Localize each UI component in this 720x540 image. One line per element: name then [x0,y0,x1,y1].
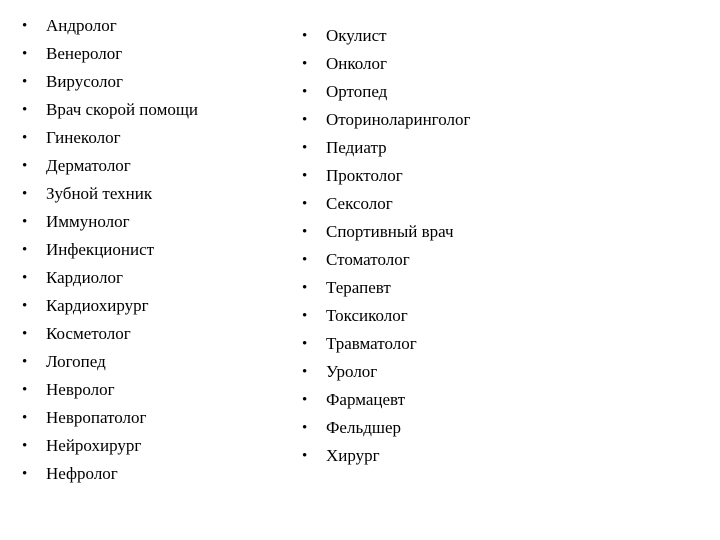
list-item [22,264,198,292]
list-item-label: Нефролог [46,464,118,483]
bullet-icon: • [302,168,308,184]
list-item-label: Хирург [326,446,380,465]
list-item-label: Нейрохирург [46,436,142,455]
bullet-icon: • [22,326,28,342]
list-item-label: Токсиколог [326,306,408,325]
bullet-icon: • [302,224,308,240]
bullet-icon: • [302,56,308,72]
bullet-icon: • [302,196,308,212]
list-item-label: Зубной техник [46,184,153,203]
list-item [22,432,198,460]
bullet-icon: • [302,84,308,100]
list-item-label: Невролог [46,380,115,399]
list-item [302,134,470,162]
list-item-label: Педиатр [326,138,387,157]
left-specialty-list [22,12,198,488]
list-item-label: Иммунолог [46,212,130,231]
bullet-icon: • [302,140,308,156]
bullet-icon: • [22,354,28,370]
list-item-label: Проктолог [326,166,403,185]
bullet-icon: • [22,466,28,482]
bullet-icon: • [22,410,28,426]
list-item-label: Косметолог [46,324,131,343]
list-item [22,96,198,124]
bullet-icon: • [22,46,28,62]
list-item-label: Кардиохирург [46,296,149,315]
list-item-label: Кардиолог [46,268,123,287]
bullet-icon: • [22,186,28,202]
list-item [22,376,198,404]
list-item [302,330,470,358]
list-item-label: Вирусолог [46,72,123,91]
list-item-label: Фармацевт [326,390,406,409]
bullet-icon: • [302,392,308,408]
list-item-label: Окулист [326,26,387,45]
list-item-label: Фельдшер [326,418,401,437]
bullet-icon: • [302,112,308,128]
list-item-label: Спортивный врач [326,222,454,241]
bullet-icon: • [302,308,308,324]
list-item-label: Уролог [326,362,378,381]
list-item-label: Инфекционист [46,240,155,259]
list-item-label: Венеролог [46,44,123,63]
list-item [22,404,198,432]
bullet-icon: • [22,18,28,34]
list-item [302,414,470,442]
list-item [22,40,198,68]
bullet-icon: • [302,420,308,436]
right-specialty-list [302,22,470,470]
list-item [302,302,470,330]
bullet-icon: • [22,242,28,258]
list-item [22,124,198,152]
list-item [22,460,198,488]
bullet-icon: • [22,130,28,146]
bullet-icon: • [22,158,28,174]
bullet-icon: • [22,298,28,314]
bullet-icon: • [302,336,308,352]
list-item [302,50,470,78]
list-item [22,208,198,236]
list-item [22,180,198,208]
bullet-icon: • [302,28,308,44]
bullet-icon: • [22,214,28,230]
list-item [22,236,198,264]
list-item-label: Ортопед [326,82,388,101]
list-item [302,442,470,470]
list-item [302,274,470,302]
bullet-icon: • [22,382,28,398]
list-item-label: Гинеколог [46,128,121,147]
list-item [302,218,470,246]
list-item-label: Терапевт [326,278,391,297]
list-item [22,152,198,180]
list-item [302,162,470,190]
list-item-label: Онколог [326,54,388,73]
list-item [22,320,198,348]
list-item [22,12,198,40]
bullet-icon: • [22,74,28,90]
list-item [302,358,470,386]
list-item [302,22,470,50]
bullet-icon: • [302,364,308,380]
list-item-label: Оториноларинголог [326,110,471,129]
list-item-label: Андролог [46,16,117,35]
list-item-label: Невропатолог [46,408,147,427]
list-item-label: Врач скорой помощи [46,100,199,119]
list-item-label: Стоматолог [326,250,410,269]
list-item [302,386,470,414]
list-item-label: Сексолог [326,194,393,213]
list-item [302,78,470,106]
bullet-icon: • [22,102,28,118]
bullet-icon: • [302,448,308,464]
list-item-label: Травматолог [326,334,417,353]
bullet-icon: • [22,270,28,286]
list-item-label: Дерматолог [46,156,131,175]
list-item-label: Логопед [46,352,106,371]
list-item [22,68,198,96]
list-item [302,106,470,134]
bullet-icon: • [302,280,308,296]
list-item [22,348,198,376]
list-item [302,246,470,274]
list-item [22,292,198,320]
bullet-icon: • [22,438,28,454]
bullet-icon: • [302,252,308,268]
list-item [302,190,470,218]
